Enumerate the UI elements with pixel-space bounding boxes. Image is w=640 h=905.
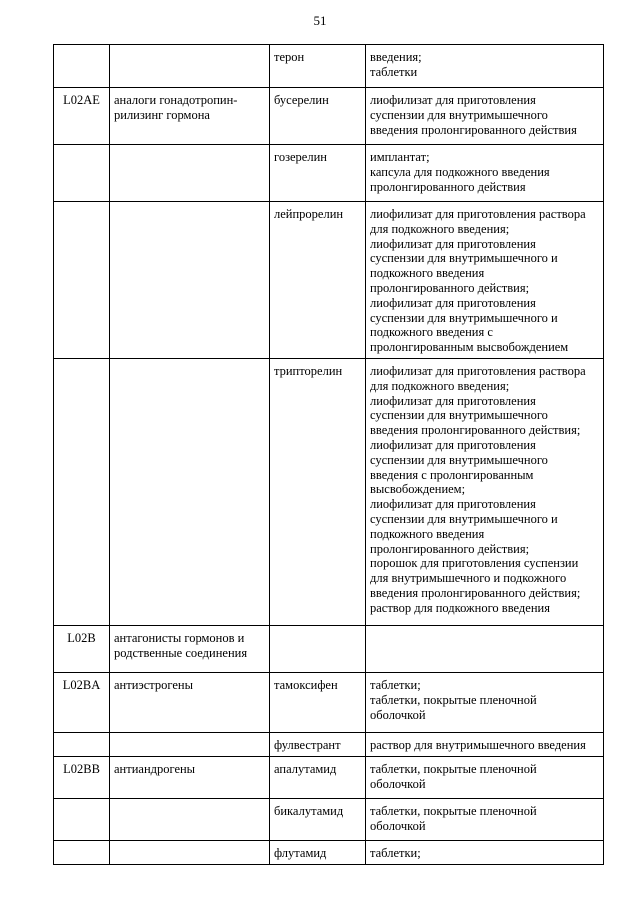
dosage-form-line: для подкожного введения; bbox=[370, 221, 510, 236]
dosage-form-line: суспензии для внутримышечного bbox=[370, 408, 548, 423]
dosage-form-line: лиофилизат для приготовления bbox=[370, 497, 536, 512]
drug-name: терон bbox=[274, 50, 305, 64]
table-row bbox=[54, 672, 604, 732]
atc-code-cell bbox=[54, 358, 110, 625]
dosage-form-line: введения с пролонгированным bbox=[370, 467, 534, 482]
dosage-form-line: таблетки, покрытые пленочной bbox=[370, 803, 537, 818]
dosage-form-line: введения пролонгированного действия bbox=[370, 122, 577, 137]
dosage-form-line: высвобождением; bbox=[370, 482, 466, 497]
dosage-form-line: пролонгированного действия bbox=[370, 179, 526, 194]
group-name-cell bbox=[110, 756, 270, 798]
drug-table bbox=[53, 44, 604, 865]
dosage-form-line: таблетки bbox=[370, 64, 418, 79]
group-name-line: рилизинг гормона bbox=[114, 107, 210, 122]
dosage-forms-cell bbox=[366, 45, 604, 88]
atc-code: L02B bbox=[67, 630, 96, 645]
drug-name-cell bbox=[270, 145, 366, 202]
table-row bbox=[54, 798, 604, 840]
dosage-form-line: оболочкой bbox=[370, 818, 426, 833]
dosage-form-line: введения; bbox=[370, 50, 422, 64]
table-row bbox=[54, 145, 604, 202]
dosage-form-line: суспензии для внутримышечного bbox=[370, 452, 548, 467]
dosage-form-line: пролонгированного действия; bbox=[370, 280, 530, 295]
dosage-form-line: таблетки; bbox=[370, 845, 421, 860]
dosage-forms-cell bbox=[366, 798, 604, 840]
atc-code: L02BB bbox=[63, 761, 100, 776]
dosage-form-line: капсула для подкожного введения bbox=[370, 164, 550, 179]
drug-name: лейпрорелин bbox=[274, 207, 344, 221]
dosage-forms-cell bbox=[366, 732, 604, 756]
table-row bbox=[54, 840, 604, 864]
group-name-cell bbox=[110, 732, 270, 756]
drug-name: тамоксифен bbox=[274, 677, 338, 692]
dosage-form-line: порошок для приготовления суспензии bbox=[370, 556, 579, 571]
table-row bbox=[54, 88, 604, 145]
drug-name: фулвестрант bbox=[274, 737, 341, 752]
drug-name: бикалутамид bbox=[274, 803, 344, 818]
atc-code-cell bbox=[54, 45, 110, 88]
atc-code: L02BA bbox=[62, 677, 101, 692]
atc-code-cell bbox=[54, 202, 110, 359]
table-row bbox=[54, 756, 604, 798]
dosage-form-line: оболочкой bbox=[370, 776, 426, 791]
atc-code-cell bbox=[54, 145, 110, 202]
dosage-form-line: введения пролонгированного действия; bbox=[370, 423, 581, 438]
dosage-forms-cell bbox=[366, 840, 604, 864]
dosage-form-line: таблетки; bbox=[370, 677, 421, 692]
dosage-form-line: оболочкой bbox=[370, 707, 426, 722]
dosage-form-line: имплантат; bbox=[370, 150, 430, 164]
group-name-cell bbox=[110, 672, 270, 732]
dosage-form-line: лиофилизат для приготовления раствора bbox=[370, 363, 586, 378]
atc-code-cell bbox=[54, 625, 110, 672]
dosage-form-line: пролонгированным высвобождением bbox=[370, 340, 569, 355]
dosage-form-line: раствор для внутримышечного введения bbox=[370, 737, 586, 752]
drug-name-cell bbox=[270, 756, 366, 798]
dosage-form-line: для подкожного введения; bbox=[370, 378, 510, 393]
atc-code-cell bbox=[54, 88, 110, 145]
drug-name-cell bbox=[270, 88, 366, 145]
dosage-form-line: подкожного введения bbox=[370, 266, 485, 281]
atc-code-cell bbox=[54, 732, 110, 756]
dosage-form-line: лиофилизат для приготовления bbox=[370, 93, 536, 107]
dosage-forms-cell bbox=[366, 625, 604, 672]
dosage-form-line: таблетки, покрытые пленочной bbox=[370, 692, 537, 707]
drug-name-cell bbox=[270, 672, 366, 732]
drug-name: флутамид bbox=[274, 845, 327, 860]
dosage-forms-cell bbox=[366, 756, 604, 798]
drug-name-cell bbox=[270, 358, 366, 625]
dosage-form-line: подкожного введения с bbox=[370, 325, 493, 340]
dosage-form-line: суспензии для внутримышечного и bbox=[370, 511, 558, 526]
dosage-form-line: лиофилизат для приготовления bbox=[370, 437, 536, 452]
group-name-cell bbox=[110, 625, 270, 672]
dosage-form-line: пролонгированного действия; bbox=[370, 541, 530, 556]
drug-name-cell bbox=[270, 45, 366, 88]
drug-table-body bbox=[54, 45, 604, 865]
dosage-form-line: суспензии для внутримышечного bbox=[370, 107, 548, 122]
table-row bbox=[54, 202, 604, 359]
atc-code-cell bbox=[54, 672, 110, 732]
dosage-form-line: лиофилизат для приготовления bbox=[370, 393, 536, 408]
dosage-form-line: введения пролонгированного действия; bbox=[370, 585, 581, 600]
dosage-forms-cell bbox=[366, 202, 604, 359]
drug-name: трипторелин bbox=[274, 363, 343, 378]
dosage-form-line: суспензии для внутримышечного и bbox=[370, 251, 558, 266]
dosage-form-line: таблетки, покрытые пленочной bbox=[370, 761, 537, 776]
group-name-line: антагонисты гормонов и bbox=[114, 630, 245, 645]
atc-code-cell bbox=[54, 840, 110, 864]
atc-code-cell bbox=[54, 756, 110, 798]
drug-name: гозерелин bbox=[274, 150, 327, 164]
table-row bbox=[54, 625, 604, 672]
drug-name-cell bbox=[270, 798, 366, 840]
dosage-form-line: для внутримышечного и подкожного bbox=[370, 571, 567, 586]
group-name-line: аналоги гонадотропин- bbox=[114, 93, 238, 107]
drug-name-cell bbox=[270, 840, 366, 864]
group-name-cell bbox=[110, 798, 270, 840]
page-number: 51 bbox=[313, 13, 327, 28]
dosage-form-line: подкожного введения bbox=[370, 526, 485, 541]
group-name-cell bbox=[110, 202, 270, 359]
dosage-form-line: лиофилизат для приготовления bbox=[370, 295, 536, 310]
dosage-form-line: лиофилизат для приготовления раствора bbox=[370, 207, 586, 221]
drug-name-cell bbox=[270, 202, 366, 359]
atc-code-cell bbox=[54, 798, 110, 840]
group-name-cell bbox=[110, 840, 270, 864]
table-row bbox=[54, 732, 604, 756]
drug-name-cell bbox=[270, 732, 366, 756]
group-name-cell bbox=[110, 358, 270, 625]
dosage-forms-cell bbox=[366, 88, 604, 145]
group-name-line: антиандрогены bbox=[114, 761, 196, 776]
dosage-forms-cell bbox=[366, 672, 604, 732]
group-name-cell bbox=[110, 88, 270, 145]
dosage-form-line: суспензии для внутримышечного и bbox=[370, 310, 558, 325]
group-name-line: родственные соединения bbox=[114, 645, 248, 660]
group-name-line: антиэстрогены bbox=[114, 677, 194, 692]
dosage-forms-cell bbox=[366, 358, 604, 625]
dosage-forms-cell bbox=[366, 145, 604, 202]
dosage-form-line: лиофилизат для приготовления bbox=[370, 236, 536, 251]
drug-name: бусерелин bbox=[274, 93, 329, 107]
group-name-cell bbox=[110, 45, 270, 88]
drug-name: апалутамид bbox=[274, 761, 337, 776]
table-row bbox=[54, 358, 604, 625]
dosage-form-line: раствор для подкожного введения bbox=[370, 600, 550, 615]
drug-name-cell bbox=[270, 625, 366, 672]
group-name-cell bbox=[110, 145, 270, 202]
table-row bbox=[54, 45, 604, 88]
atc-code: L02AE bbox=[63, 93, 100, 107]
